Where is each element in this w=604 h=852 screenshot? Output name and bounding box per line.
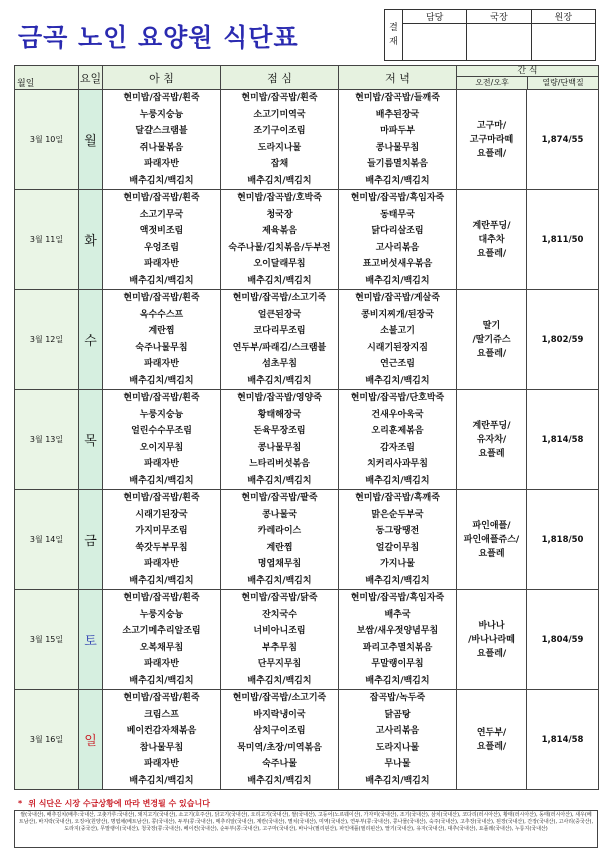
menu-item: 부추무침: [262, 642, 297, 653]
snack-cell: [457, 590, 527, 690]
menu-item: 콩나물무침: [375, 142, 420, 153]
menu-item: 현미밥/잡곡밥/영양죽: [237, 393, 322, 403]
row-day: 일: [79, 690, 103, 790]
header-snack-group: [457, 66, 599, 90]
table-row: [15, 490, 599, 590]
meal-breakfast: [103, 690, 221, 790]
menu-item: 오복채무침: [139, 642, 184, 653]
menu-item: 고사리볶음: [375, 726, 420, 736]
meal-breakfast: [103, 290, 221, 390]
menu-item: 가지나물: [380, 559, 415, 569]
row-day: 수: [79, 290, 103, 390]
menu-item: 건새우아욱국: [371, 409, 424, 420]
row-day: 월: [79, 90, 103, 190]
menu-item: 현미밥/잡곡밥/흰죽: [241, 93, 318, 103]
calorie-cell: 1,811/50: [527, 190, 599, 290]
menu-change-note: * 위 식단은 시장 수급상황에 따라 변경될 수 있습니다: [18, 799, 210, 808]
menu-item: 계란찜: [148, 326, 175, 336]
menu-item: 배추김치/백김치: [247, 575, 312, 586]
menu-item: 섬초무침: [262, 359, 297, 369]
snack-item: 요플레/: [476, 741, 507, 752]
menu-item: 현미밥/잡곡밥/소고기죽: [232, 293, 327, 303]
menu-item: 콩비지찌개/된장국: [361, 309, 434, 320]
menu-item: 보쌈/새우젓양념무침: [356, 626, 439, 636]
meal-dinner: [339, 690, 457, 790]
header-calorie: 열량/단백질: [542, 78, 584, 87]
snack-item: 요플레/: [476, 148, 507, 159]
meal-lunch: [221, 190, 339, 290]
menu-item: 파래자반: [144, 659, 179, 669]
snack-cell: [457, 90, 527, 190]
menu-item: 조기구이조림: [253, 126, 306, 136]
menu-item: 현미밥/잡곡밥/흑임자죽: [350, 593, 445, 603]
menu-item: 파래자반: [144, 459, 179, 469]
menu-item: 소고기무국: [139, 209, 184, 220]
menu-item: 참나물무침: [139, 742, 184, 753]
menu-item: 크림스프: [144, 709, 179, 720]
menu-item: 황태해장국: [257, 409, 302, 420]
snack-item: 고구마라떼: [469, 134, 514, 145]
menu-item: 쑥갓두부무침: [135, 542, 188, 553]
menu-item: 배추된장국: [375, 109, 420, 120]
menu-item: 느타리버섯볶음: [249, 459, 310, 469]
row-day: 화: [79, 190, 103, 290]
approval-sign-director[interactable]: [467, 24, 531, 61]
approval-label: 결 재: [385, 10, 403, 61]
menu-item: 바지락냉이국: [253, 709, 306, 720]
menu-item: 표고버섯새우볶음: [362, 259, 433, 269]
menu-item: 현미밥/잡곡밥/단호박죽: [350, 393, 445, 403]
menu-item: 베이컨감자채볶음: [126, 726, 197, 736]
menu-item: 현미밥/잡곡밥/흰죽: [123, 593, 200, 603]
menu-item: 제육볶음: [262, 226, 297, 236]
meal-lunch: [221, 390, 339, 490]
menu-item: 마파두부: [380, 126, 415, 136]
menu-item: 콩나물무침: [257, 442, 302, 453]
snack-item: /딸기쥬스: [472, 334, 511, 345]
menu-item: 현미밥/잡곡밥/흰죽: [123, 93, 200, 103]
menu-item: 현미밥/잡곡밥/호박죽: [237, 193, 322, 203]
snack-item: /바나나라떼: [468, 634, 515, 645]
origin-info: 쌀(국내산), 배추김치(배추:국내산, 고춧가루:국내산), 돼지고기(국내산), 소고기(호주산), 닭고기(국내산), 오리고기(국내산), 쌀(국내산), 고등어(노르웨이산), 가자미(국내산), 조기(국내산), 삼치(국내산), 코다리(러시아산), 황태(러시아산), 동태(러시아산), 새우(베트남산), 바지락(국내산), 오징어(원양산), 명엽채(베트남산), 콩(국내산), 두부(콩:국내산), 메추리알(국내산), 계란(국내산), 멸치(국내산), 미역(국내산), 연두부(콩:국내산), 콩나물(국내산), 숙주(국내산), 고추장(국내산), 된장(국내산), 간장(국내산), 고사리(중국산), 도라지(중국산), 무말랭이(국내산), 청국장(콩:국내산), 베이컨(국내산), 순두부(콩:국내산), 고구마(국내산), 바나나(필리핀산), 파인애플(필리핀산), 딸기(국내산), 유자(국내산), 대추(국내산), 요플레(국내산), 누룽지(국내산): [14, 810, 598, 848]
header-day: 요일: [79, 66, 103, 90]
menu-item: 파래자반: [144, 759, 179, 769]
menu-item: 배추국: [384, 609, 411, 620]
menu-item: 파래자반: [144, 159, 179, 169]
menu-item: 가지미무조림: [135, 526, 188, 536]
menu-item: 현미밥/잡곡밥/흰죽: [123, 193, 200, 203]
menu-item: 쥐나물볶음: [139, 142, 184, 153]
snack-item: 딸기: [482, 320, 501, 331]
header-snack: 간 식: [457, 66, 598, 77]
menu-item: 시래기된장국: [135, 509, 188, 520]
note-marker: *: [18, 799, 23, 808]
menu-item: 꽈리고추멸치볶음: [362, 642, 433, 653]
calorie-cell: 1,804/59: [527, 590, 599, 690]
menu-item: 계란찜: [266, 542, 293, 553]
menu-item: 얼갈이무침: [375, 542, 420, 553]
table-row: [15, 690, 599, 790]
menu-item: 파래자반: [144, 359, 179, 369]
row-day: 금: [79, 490, 103, 590]
menu-item: 옥수수스프: [139, 309, 184, 320]
menu-item: 배추김치/백김치: [365, 275, 430, 286]
snack-item: 계란푸딩/: [472, 220, 511, 231]
meal-breakfast: [103, 390, 221, 490]
header-date: 월일: [15, 66, 79, 90]
snack-item: 요플레: [478, 548, 505, 559]
menu-item: 삼치구이조림: [253, 726, 306, 736]
row-date: 3월 14일: [15, 490, 79, 590]
calorie-cell: 1,814/58: [527, 390, 599, 490]
approval-col-director: 국장: [467, 10, 531, 24]
approval-sign-staff[interactable]: [403, 24, 467, 61]
menu-item: 단무지무침: [257, 659, 302, 669]
approval-sign-head[interactable]: [531, 24, 595, 61]
meal-breakfast: [103, 590, 221, 690]
menu-item: 연근조림: [380, 359, 415, 369]
menu-item: 얼린수수무조림: [131, 426, 192, 436]
menu-item: 배추김치/백김치: [247, 675, 312, 686]
menu-item: 현미밥/잡곡밥/흑깨죽: [355, 493, 440, 503]
menu-item: 배추김치/백김치: [365, 775, 430, 786]
menu-item: 묵미역/초장/미역볶음: [237, 742, 322, 753]
menu-item: 명엽채무침: [257, 559, 302, 569]
menu-item: 배추김치/백김치: [365, 575, 430, 586]
row-date: 3월 15일: [15, 590, 79, 690]
menu-item: 잔치국수: [262, 609, 297, 620]
snack-cell: [457, 490, 527, 590]
meal-breakfast: [103, 90, 221, 190]
menu-item: 배추김치/백김치: [247, 475, 312, 486]
menu-item: 청국장: [266, 209, 293, 220]
calorie-cell: 1,802/59: [527, 290, 599, 390]
page-title: 금곡 노인 요양원 식단표: [18, 23, 299, 52]
menu-item: 배추김치/백김치: [129, 775, 194, 786]
snack-item: 유자차/: [476, 434, 507, 445]
calorie-cell: 1,874/55: [527, 90, 599, 190]
menu-item: 배추김치/백김치: [129, 475, 194, 486]
menu-item: 닭다리살조림: [371, 226, 424, 236]
snack-item: 파인애플쥬스/: [463, 534, 520, 545]
table-row: [15, 290, 599, 390]
menu-item: 들기름멸치볶음: [367, 159, 428, 169]
menu-item: 카레라이스: [257, 526, 302, 536]
row-date: 3월 11일: [15, 190, 79, 290]
menu-item: 소불고기: [380, 326, 415, 336]
menu-item: 시래기된장지짐: [367, 342, 428, 353]
snack-item: 바나나: [478, 620, 505, 631]
menu-item: 현미밥/잡곡밥/들깨죽: [355, 93, 440, 103]
menu-item: 오이지무침: [139, 442, 184, 453]
header-snack-time: 오전/오후: [457, 77, 528, 89]
meal-lunch: [221, 690, 339, 790]
menu-item: 얼큰된장국: [257, 309, 302, 320]
menu-item: 무나물: [384, 759, 411, 769]
menu-item: 현미밥/잡곡밥/게살죽: [355, 293, 440, 303]
snack-item: 요플레/: [476, 248, 507, 259]
menu-table: [14, 65, 599, 790]
menu-item: 감자조림: [380, 442, 415, 453]
approval-col-staff: 담당: [403, 10, 467, 24]
menu-item: 배추김치/백김치: [129, 275, 194, 286]
menu-item: 연두부/파래김/스크램블: [232, 342, 327, 353]
menu-item: 도라지나물: [375, 742, 420, 753]
menu-item: 현미밥/잡곡밥/팥죽: [241, 493, 318, 503]
menu-item: 동그랑땡전: [375, 526, 420, 536]
menu-item: 파래자반: [144, 559, 179, 569]
menu-item: 현미밥/잡곡밥/닭죽: [241, 593, 318, 603]
menu-item: 배추김치/백김치: [365, 375, 430, 386]
snack-item: 연두부/: [476, 727, 507, 738]
meal-breakfast: [103, 190, 221, 290]
menu-item: 현미밥/잡곡밥/흑임자죽: [350, 193, 445, 203]
menu-item: 현미밥/잡곡밥/소고기죽: [232, 693, 327, 703]
menu-item: 잡곡밥/녹두죽: [369, 693, 426, 703]
meal-dinner: [339, 90, 457, 190]
row-date: 3월 10일: [15, 90, 79, 190]
menu-item: 달걀스크램블: [135, 126, 188, 136]
approval-box: [384, 9, 596, 61]
menu-item: 누룽지숭늉: [139, 409, 184, 420]
calorie-cell: 1,818/50: [527, 490, 599, 590]
menu-item: 잡채: [270, 159, 289, 169]
table-row: [15, 590, 599, 690]
menu-item: 고사리볶음: [375, 242, 420, 253]
snack-item: 요플레/: [476, 348, 507, 359]
row-date: 3월 13일: [15, 390, 79, 490]
menu-item: 배추김치/백김치: [365, 475, 430, 486]
menu-item: 배추김치/백김치: [129, 675, 194, 686]
snack-item: 요플레/: [476, 648, 507, 659]
menu-item: 배추김치/백김치: [129, 375, 194, 386]
menu-item: 배추김치/백김치: [247, 275, 312, 286]
snack-item: 대추차: [478, 234, 505, 245]
menu-item: 배추김치/백김치: [247, 175, 312, 186]
snack-cell: [457, 290, 527, 390]
menu-item: 오이달래무침: [253, 259, 306, 269]
row-day: 목: [79, 390, 103, 490]
row-day: 토: [79, 590, 103, 690]
snack-item: 계란푸딩/: [472, 420, 511, 431]
menu-item: 숙주나물무침: [135, 342, 188, 353]
menu-item: 돈육무장조림: [253, 426, 306, 436]
menu-item: 배추김치/백김치: [247, 375, 312, 386]
meal-dinner: [339, 190, 457, 290]
meal-dinner: [339, 490, 457, 590]
menu-item: 너비아니조림: [253, 626, 306, 636]
menu-item: 우엉조림: [144, 242, 179, 253]
menu-item: 치커리사과무침: [367, 459, 428, 469]
menu-body: [15, 90, 599, 790]
menu-item: 액젓비조림: [139, 226, 184, 236]
menu-item: 동태무국: [380, 209, 415, 220]
snack-cell: [457, 190, 527, 290]
snack-cell: [457, 390, 527, 490]
menu-item: 파래자반: [144, 259, 179, 269]
snack-item: 고구마/: [476, 120, 507, 131]
meal-breakfast: [103, 490, 221, 590]
meal-lunch: [221, 490, 339, 590]
table-row: [15, 190, 599, 290]
menu-item: 배추김치/백김치: [365, 675, 430, 686]
menu-item: 맑은순두부국: [371, 509, 424, 520]
menu-item: 무말랭이무침: [371, 659, 424, 669]
meal-dinner: [339, 590, 457, 690]
meal-lunch: [221, 90, 339, 190]
table-row: [15, 390, 599, 490]
meal-lunch: [221, 590, 339, 690]
menu-item: 누룽지숭늉: [139, 609, 184, 620]
menu-item: 배추김치/백김치: [247, 775, 312, 786]
meal-lunch: [221, 290, 339, 390]
row-date: 3월 12일: [15, 290, 79, 390]
header-lunch: 점 심: [221, 66, 339, 90]
meal-dinner: [339, 290, 457, 390]
menu-item: 소고기메추리알조림: [122, 626, 201, 636]
menu-item: 배추김치/백김치: [129, 175, 194, 186]
approval-col-head: 원장: [531, 10, 595, 24]
snack-cell: [457, 690, 527, 790]
menu-item: 현미밥/잡곡밥/흰죽: [123, 393, 200, 403]
calorie-cell: 1,814/58: [527, 690, 599, 790]
menu-item: 콩나물국: [262, 509, 297, 520]
row-date: 3월 16일: [15, 690, 79, 790]
snack-item: 요플레: [478, 448, 505, 459]
menu-item: 코다리무조림: [253, 326, 306, 336]
meal-dinner: [339, 390, 457, 490]
menu-item: 현미밥/잡곡밥/흰죽: [123, 493, 200, 503]
table-row: [15, 90, 599, 190]
menu-item: 배추김치/백김치: [365, 175, 430, 186]
header-breakfast: 아 침: [103, 66, 221, 90]
menu-item: 현미밥/잡곡밥/흰죽: [123, 293, 200, 303]
header-dinner: 저 녁: [339, 66, 457, 90]
menu-item: 숙주나물/김치볶음/두부전: [228, 242, 331, 253]
menu-item: 소고기미역국: [253, 109, 306, 120]
menu-item: 닭곰탕: [384, 709, 411, 720]
menu-item: 배추김치/백김치: [129, 575, 194, 586]
menu-item: 도라지나물: [257, 142, 302, 153]
menu-item: 오리훈제볶음: [371, 426, 424, 436]
menu-item: 현미밥/잡곡밥/흰죽: [123, 693, 200, 703]
menu-item: 숙주나물: [262, 759, 297, 769]
menu-item: 누룽지숭늉: [139, 109, 184, 120]
snack-item: 파인애플/: [472, 520, 511, 531]
